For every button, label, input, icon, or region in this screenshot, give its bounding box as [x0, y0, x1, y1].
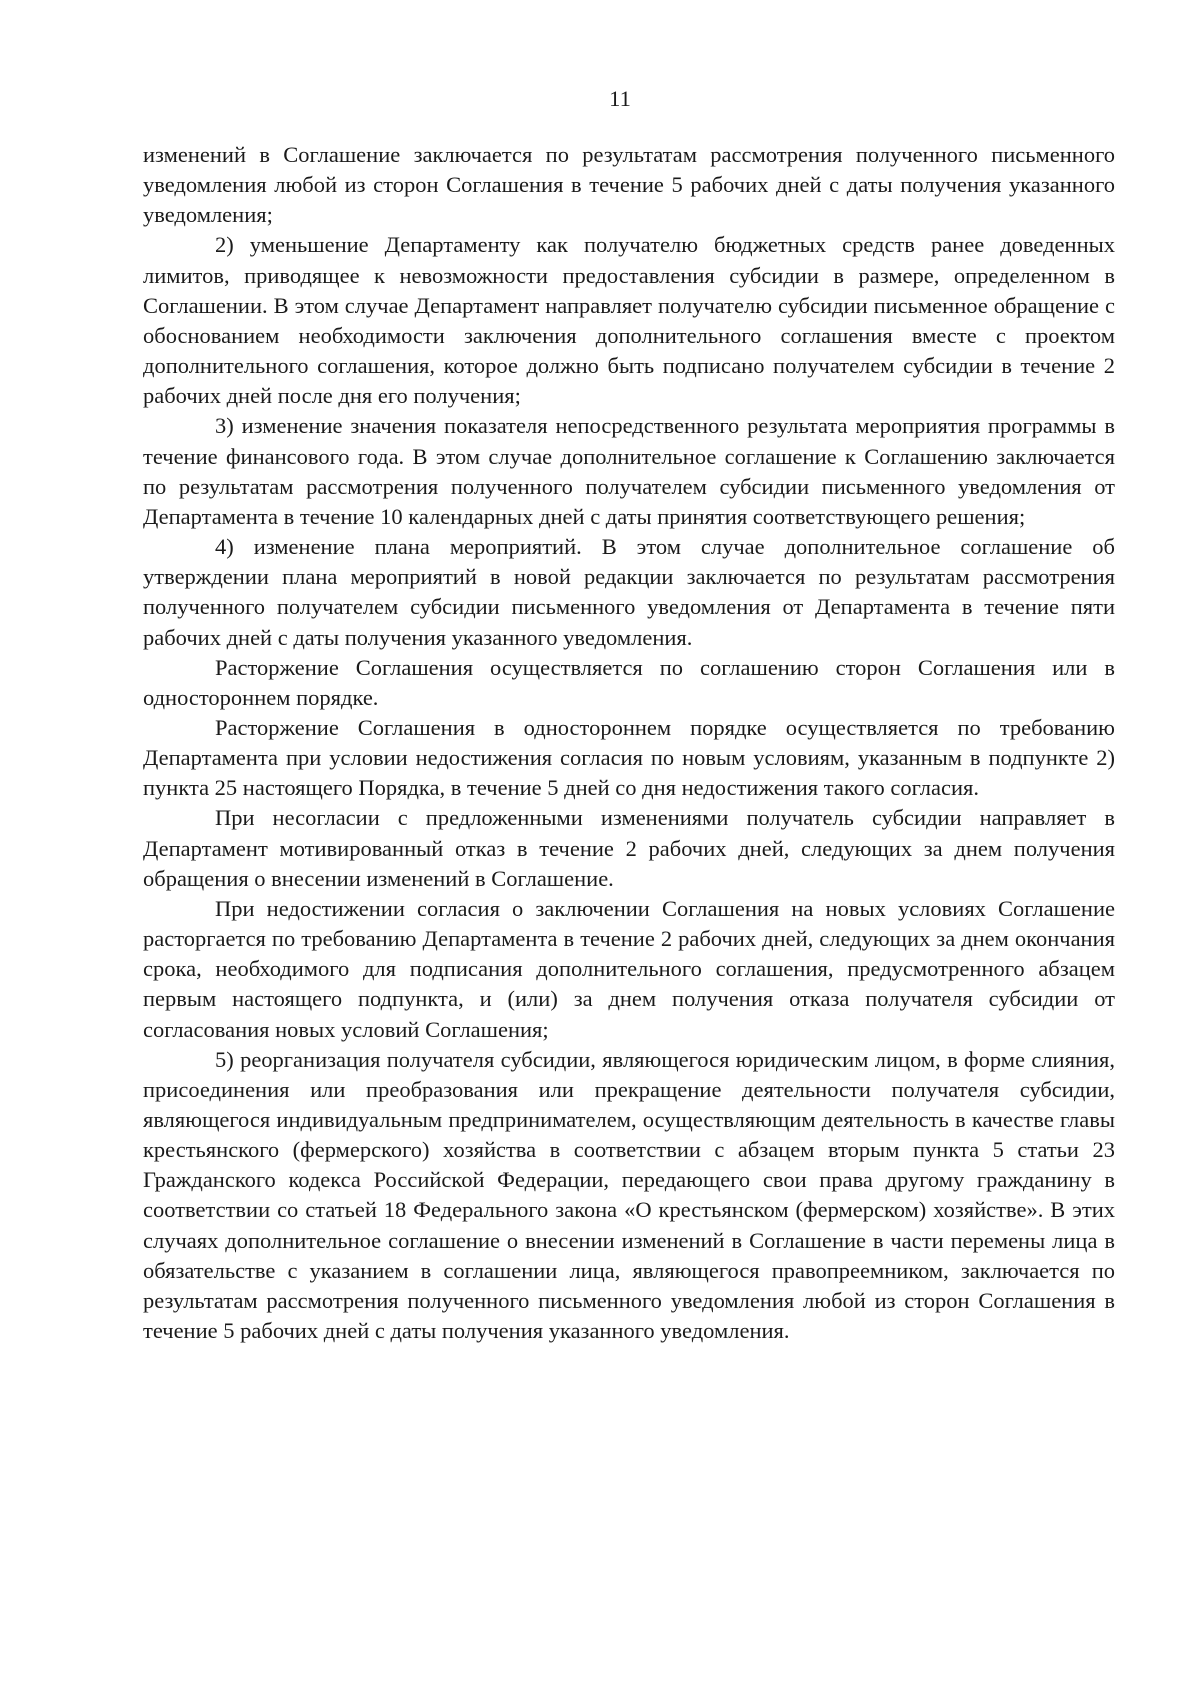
document-body	[143, 140, 1115, 1346]
paragraph-termination: Расторжение Соглашения осуществляется по соглашению сторон Соглашения или в одностороннем порядке.	[143, 654, 1115, 710]
paragraph-continuation: изменений в Соглашение заключается по результатам рассмотрения полученного письменного уведомления любой из сторон Соглашения в течение 5 рабочих дней с даты получения указанного уведомления;	[143, 142, 1115, 228]
paragraph-unilateral-termination: Расторжение Соглашения в одностороннем порядке осуществляется по требованию Департамента при условии недостижения согласия по новым условиям, указанным в подпункте 2) пункта 25 настоящего Порядка, в течение 5 дней со дня недостижения такого согласия.	[143, 714, 1115, 801]
paragraph-no-agreement: При недостижении согласия о заключении Соглашения на новых условиях Соглашение расторгается по требованию Департамента в течение 2 рабочих дней, следующих за днем окончания срока, необходимого для подписания дополнительного соглашения, предусмотренного абзацем первым настоящего подпункта, и (или) за днем получения отказа получателя субсидии от согласования новых условий Соглашения;	[143, 895, 1115, 1042]
paragraph-subitem-3: 3) изменение значения показателя непосредственного результата мероприятия программы в течение финансового года. В этом случае дополнительное соглашение к Соглашению заключается по результатам рассмотрения полученного получателем субсидии письменного уведомления от Департамента в течение 10 календарных дней с даты принятия соответствующего решения;	[143, 413, 1115, 529]
paragraph-subitem-5: 5) реорганизация получателя субсидии, являющегося юридическим лицом, в форме слияния, присоединения или преобразования или прекращение деятельности получателя субсидии, являющегося индивидуальным предпринимателем, осуществляющим деятельность в качестве главы крестьянского (фермерского) хозяйства в соответствии с абзацем вторым пункта 5 статьи 23 Гражданского кодекса Российской Федерации, передающего свои права другому гражданину в соответствии со статьей 18 Федерального закона «О крестьянском (фермерском) хозяйстве». В этих случаях дополнительное соглашение о внесении изменений в Соглашение в части перемены лица в обязательстве с указанием в соглашении лица, являющегося правопреемником, заключается по результатам рассмотрения полученного письменного уведомления любой из сторон Соглашения в течение 5 рабочих дней с даты получения указанного уведомления.	[143, 1046, 1115, 1344]
page-number: 11	[609, 86, 631, 111]
paragraph-disagreement: При несогласии с предложенными изменениями получатель субсидии направляет в Департамент мотивированный отказ в течение 2 рабочих дней, следующих за днем получения обращения о внесении изменений в Соглашение.	[143, 805, 1115, 891]
paragraph-subitem-4: 4) изменение плана мероприятий. В этом случае дополнительное соглашение об утверждении плана мероприятий в новой редакции заключается по результатам рассмотрения полученного получателем субсидии письменного уведомления от Департамента в течение пяти рабочих дней с даты получения указанного уведомления.	[143, 534, 1115, 650]
paragraph-subitem-2: 2) уменьшение Департаменту как получателю бюджетных средств ранее доведенных лимитов, приводящее к невозможности предоставления субсидии в размере, определенном в Соглашении. В этом случае Департамент направляет получателю субсидии письменное обращение с обоснованием необходимости заключения дополнительного соглашения вместе с проектом дополнительного соглашения, которое должно быть подписано получателем субсидии в течение 2 рабочих дней после дня его получения;	[143, 232, 1115, 409]
